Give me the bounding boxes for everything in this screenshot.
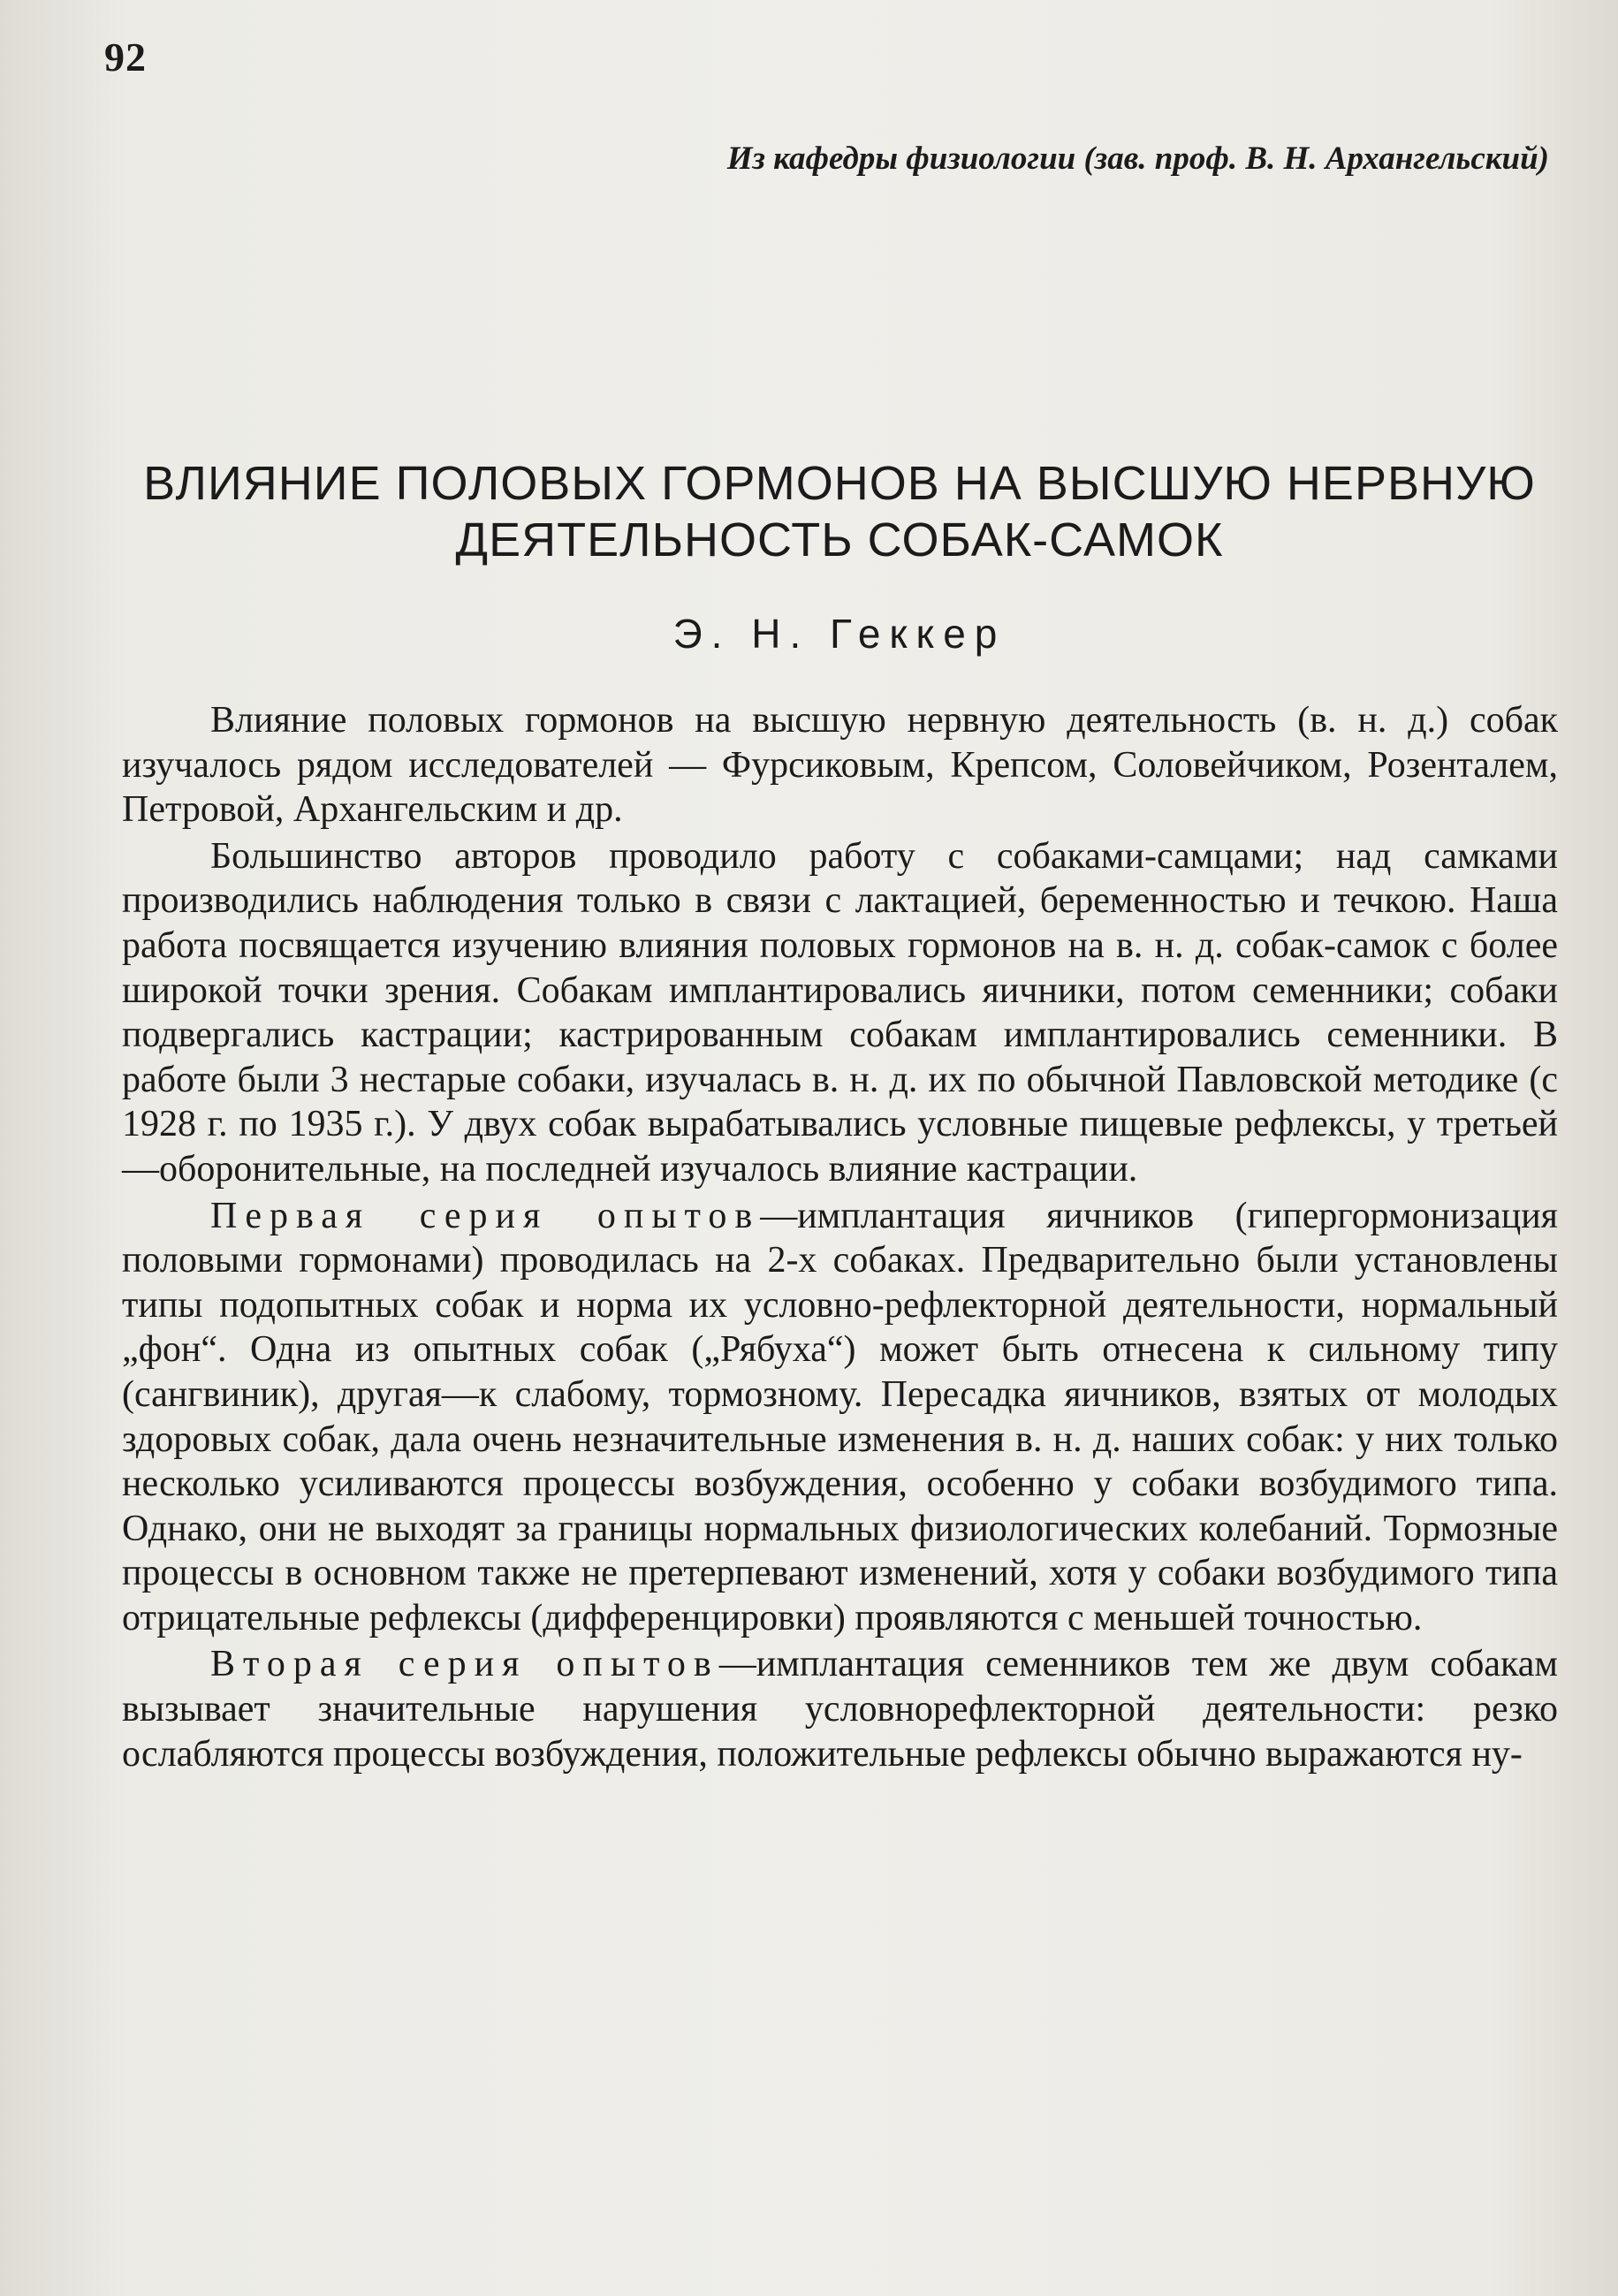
page-number: 92 — [104, 34, 147, 80]
series-2-heading: Вторая серия опытов — [210, 1644, 719, 1685]
paragraph-3-text: —имплантация яичников (гипергормонизация половыми гормонами) проводилась на 2-х собаках. Предварительно были установлены типы подопытных собак и норма их условно-рефлекторной деятельности, нормальный „фон“. Одна из опытных собак („Рябуха“) может быть отнесена к сильному типу (сангвиник), другая—к слабому, тормозному. Пересадка яичников, взятых от молодых здоровых собак, дала очень незначительные изменения в. н. д. наших собак: у них только несколько усиливаются процессы возбуждения, особенно у собаки возбудимого типа. Однако, они не выходят за границы нормальных физиологических колебаний. Тормозные процессы в основном также не претерпевают изменений, хотя у собаки возбудимого типа отрицательные рефлексы (дифференцировки) проявляются с меньшей точностью. — [122, 1195, 1558, 1638]
paragraph-2: Большинство авторов проводило работу с собаками-самцами; над самками производились наблюдения только в связи с лактацией, беременностью и течкою. Наша работа посвящается изучению влияния половых гормонов на в. н. д. собак-самок с более широкой точки зрения. Собакам имплантировались яичники, потом семенники; собаки подвергались кастрации; кастрированным собакам имплантировались семенники. В работе были 3 нестарые собаки, изучалась в. н. д. их по обычной Павловской методике (с 1928 г. по 1935 г.). У двух собак вырабатывались условные пищевые рефлексы, у третьей—оборонительные, на последней изучалось влияние кастрации. — [122, 835, 1558, 1190]
article-title-line-2: ДЕЯТЕЛЬНОСТЬ СОБАК-САМОК — [455, 513, 1224, 566]
article-title — [106, 455, 1573, 568]
article-body — [122, 698, 1558, 1778]
series-1-heading: Первая серия опытов — [210, 1195, 761, 1236]
paragraph-1: Влияние половых гормонов на высшую нервную деятельность (в. н. д.) собак изучалось рядом исследователей — Фурсиковым, Крепсом, Соловейчиком, Розенталем, Петровой, Архангельским и др. — [122, 700, 1558, 831]
department-line: Из кафедры физиологии (зав. проф. В. Н. Архангельский) — [726, 141, 1549, 177]
paragraph-4 — [122, 1642, 1558, 1776]
author-name: Э. Н. Геккер — [672, 611, 1007, 657]
paragraph-4-text: —имплантация семенников тем же двум собакам вызывает значительные нарушения условнорефлекторной деятельности: резко ослабляются процессы возбуждения, положительные рефлексы обычно выражаются ну- — [122, 1644, 1558, 1775]
article-title-line-1: ВЛИЯНИЕ ПОЛОВЫХ ГОРМОНОВ НА ВЫСШУЮ НЕРВНУЮ — [143, 457, 1536, 510]
paragraph-3 — [122, 1194, 1558, 1641]
